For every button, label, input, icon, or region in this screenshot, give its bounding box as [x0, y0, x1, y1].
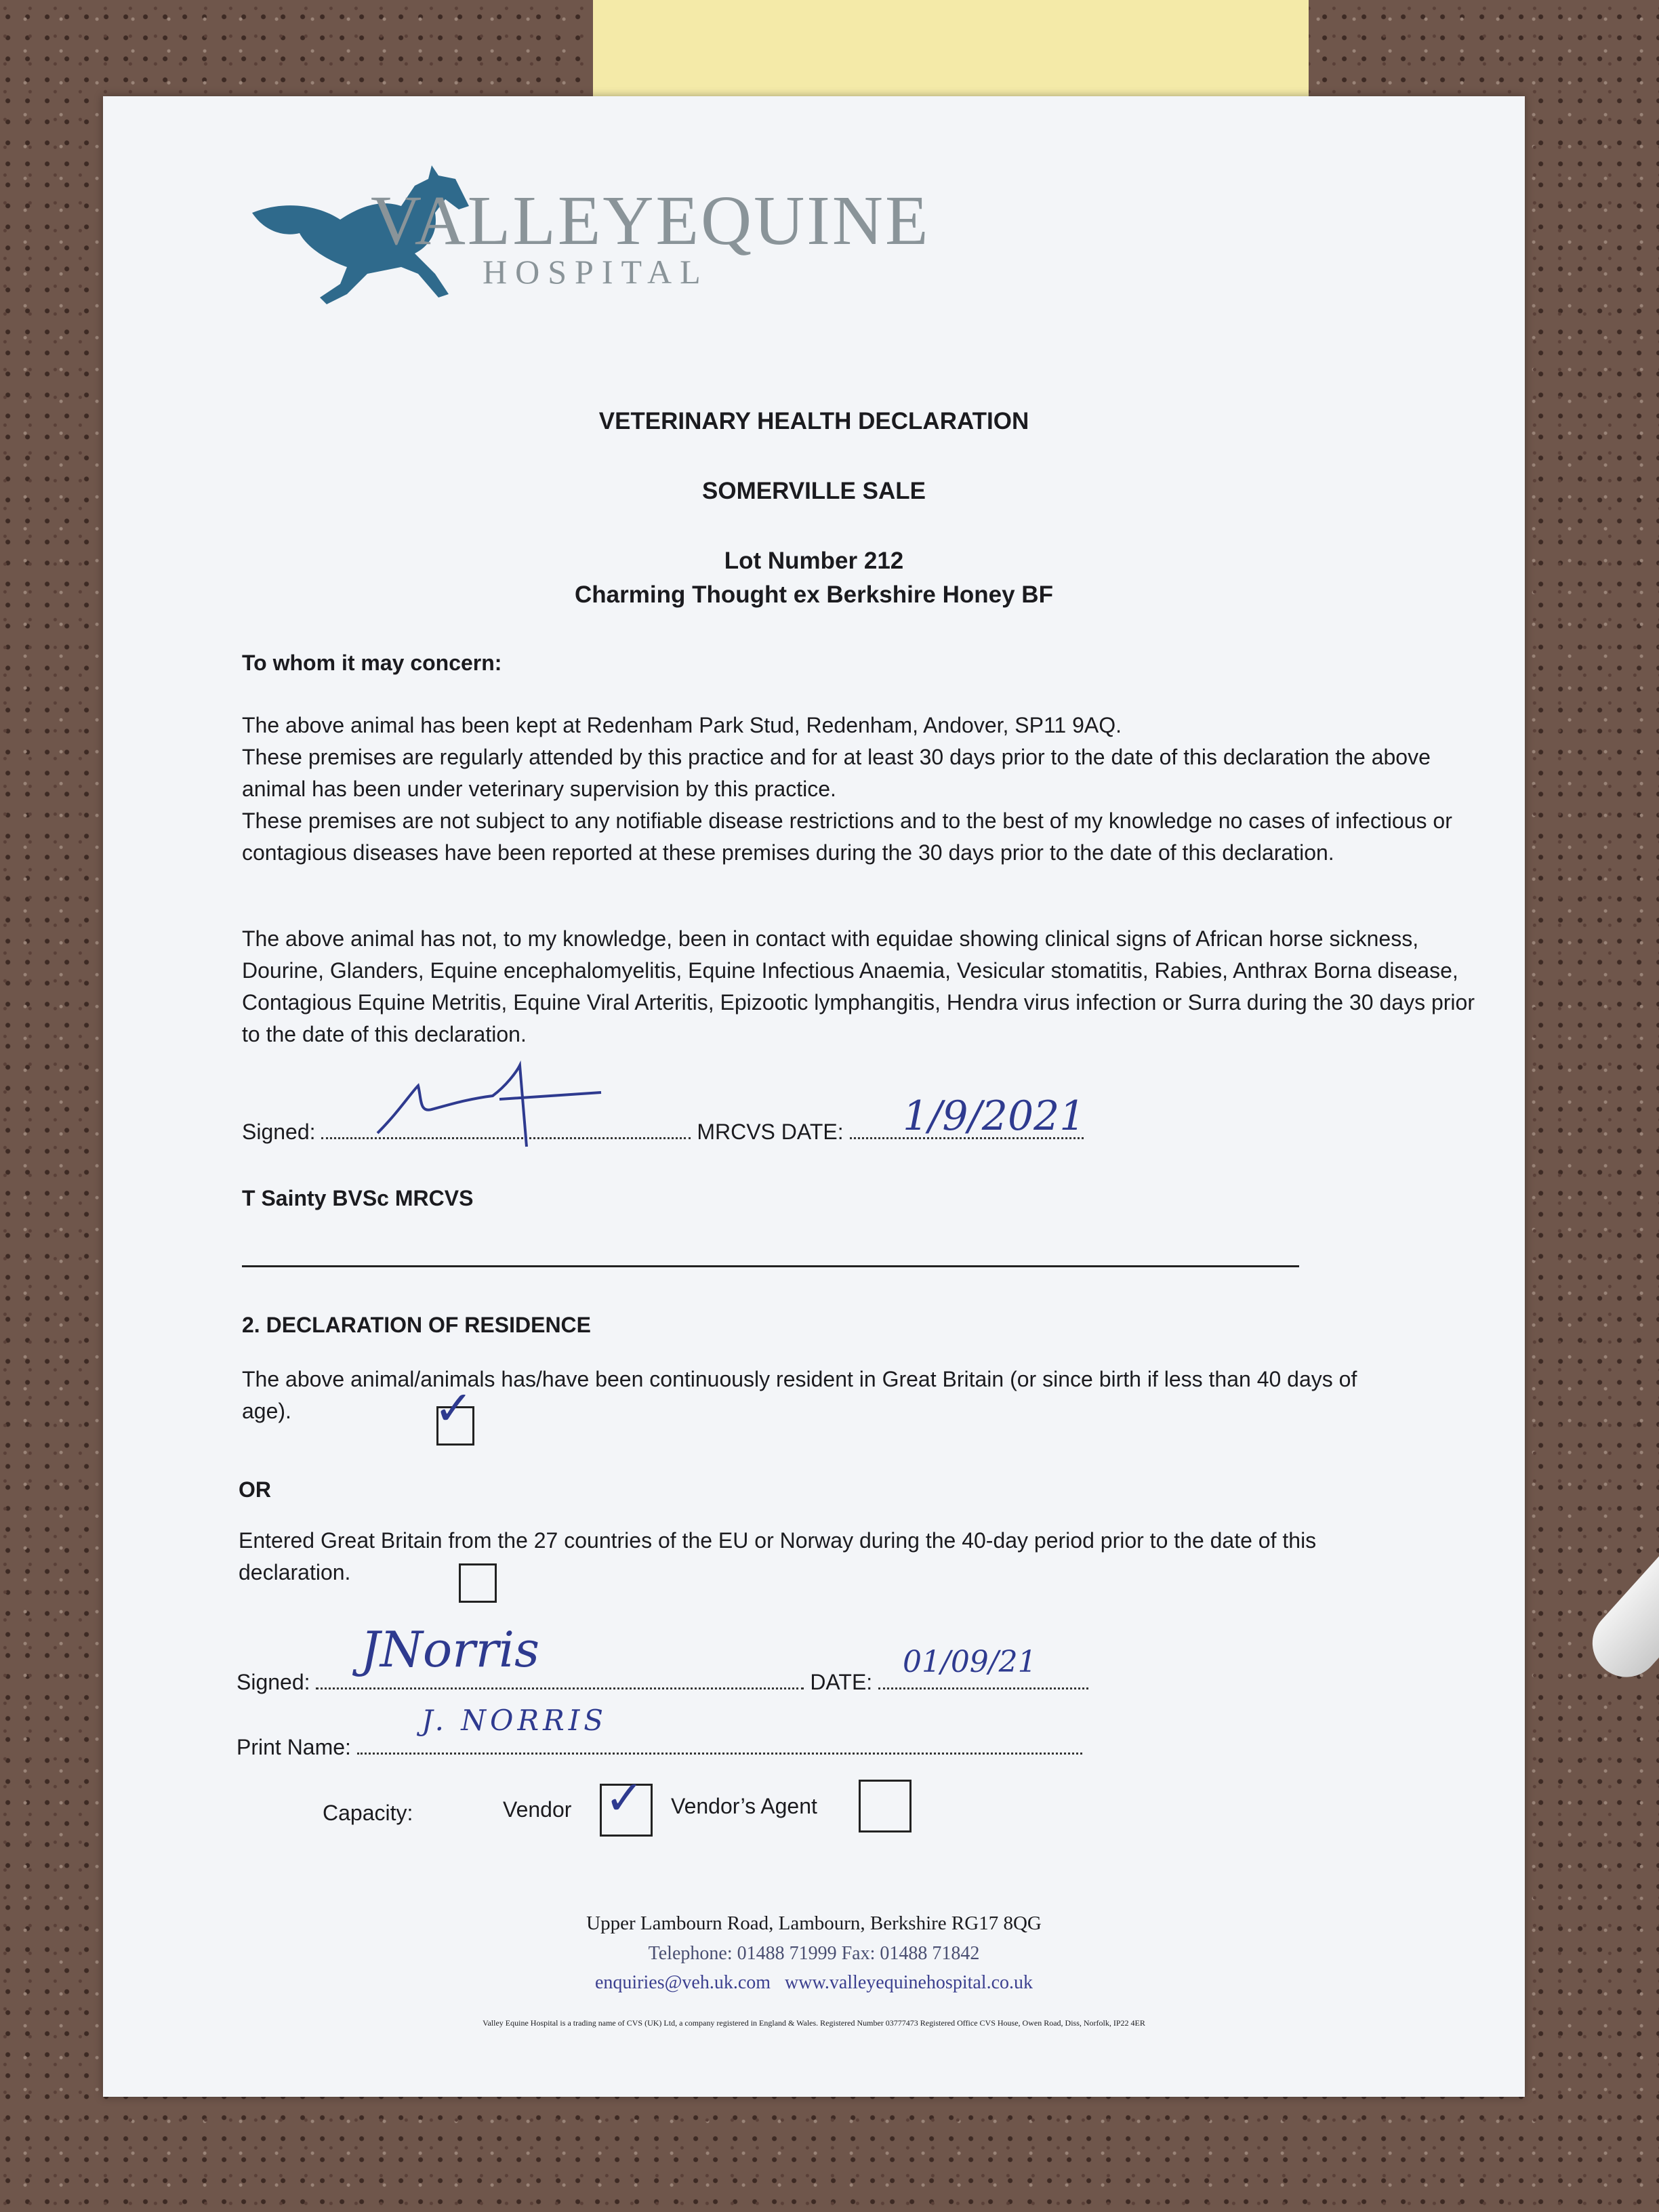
- paragraph-contact: The above animal has not, to my knowledge, been in contact with equidae showing clinical signs of African horse sickness, Dourine, Glanders, Equine encephalomyelitis, Equine Infectious Anaemia, Vesicular stomatitis, Rabies, Anthrax Borna disease, Contagious Equine Metritis, Equine Viral Arteritis, Epizootic lymphangitis, Hendra virus infection or Surra during the 30 days prior to the date of this declaration.: [242, 926, 1475, 1046]
- declaration-sheet: [103, 96, 1525, 2097]
- vendor-date: 01/09/21: [903, 1645, 1037, 1679]
- email-link[interactable]: enquiries@veh.uk.com: [594, 1972, 771, 1993]
- lot-number: Lot Number 212: [724, 548, 904, 574]
- footer-legal: Valley Equine Hospital is a trading name of CVS (UK) Ltd, a company registered in England & Wales. Registered Number 03777473 Registered Office CVS House, Owen Road, Diss, Norfolk, IP22 4ER: [483, 2018, 1145, 2028]
- tick-vendor: ✓: [605, 1771, 644, 1824]
- vet-name: T Sainty BVSc MRCVS: [242, 1186, 474, 1210]
- divider: [242, 1265, 1299, 1267]
- vendor-signature-line: Signed: DATE:: [237, 1670, 1088, 1695]
- footer-links: [103, 1972, 1525, 1994]
- document-title: VETERINARY HEALTH DECLARATION: [598, 408, 1029, 434]
- vet-date: 1/9/2021: [903, 1092, 1086, 1140]
- capacity-label: Capacity:: [323, 1801, 413, 1825]
- vet-signature: [371, 1059, 628, 1153]
- sale-name: SOMERVILLE SALE: [702, 478, 926, 504]
- checkbox-entered[interactable]: [459, 1563, 497, 1603]
- vendor-signature: JNorris: [361, 1621, 540, 1678]
- website-link[interactable]: www.valleyequinehospital.co.uk: [785, 1972, 1033, 1993]
- paragraph-premises: The above animal has been kept at Redenham Park Stud, Redenham, Andover, SP11 9AQ. These premises are regularly attended by this practice and for at least 30 days prior to the date of this declaration the above animal has been under veterinary supervision by this practice. These premises are not subject to any notifiable disease restrictions and to the best of my knowledge no cases of infectious or contagious diseases have been reported at these premises during the 30 days prior to the date of this declaration.: [242, 713, 1452, 865]
- horse-name: Charming Thought ex Berkshire Honey BF: [575, 581, 1053, 608]
- tick-resident: ✓: [434, 1382, 474, 1435]
- salutation: To whom it may concern:: [242, 651, 502, 675]
- vendor-label: Vendor: [503, 1797, 572, 1822]
- section-heading: 2. DECLARATION OF RESIDENCE: [242, 1313, 591, 1337]
- checkbox-agent[interactable]: [859, 1780, 912, 1832]
- logo-wordmark: VALLEYEQUINE: [371, 182, 930, 260]
- vet-signature-line: Signed: MRCVS DATE:: [242, 1120, 1084, 1145]
- pen: [1578, 1535, 1659, 1691]
- footer-phone: Telephone: 01488 71999 Fax: 01488 71842: [648, 1943, 980, 1964]
- print-name-value: J. NORRIS: [422, 1704, 608, 1737]
- agent-label: Vendor’s Agent: [671, 1794, 817, 1818]
- residence-option-2: Entered Great Britain from the 27 countries of the EU or Norway during the 40-day period prior to the date of this declaration.: [239, 1528, 1317, 1584]
- or-label: OR: [239, 1477, 271, 1502]
- print-name-line: Print Name:: [237, 1735, 1082, 1760]
- logo-subtitle: HOSPITAL: [483, 253, 709, 291]
- footer-address: Upper Lambourn Road, Lambourn, Berkshire RG17 8QG: [586, 1912, 1042, 1934]
- sticky-note: [593, 0, 1309, 102]
- residence-option-1: The above animal/animals has/have been continuously resident in Great Britain (or since birth if less than 40 days of age).: [242, 1367, 1357, 1423]
